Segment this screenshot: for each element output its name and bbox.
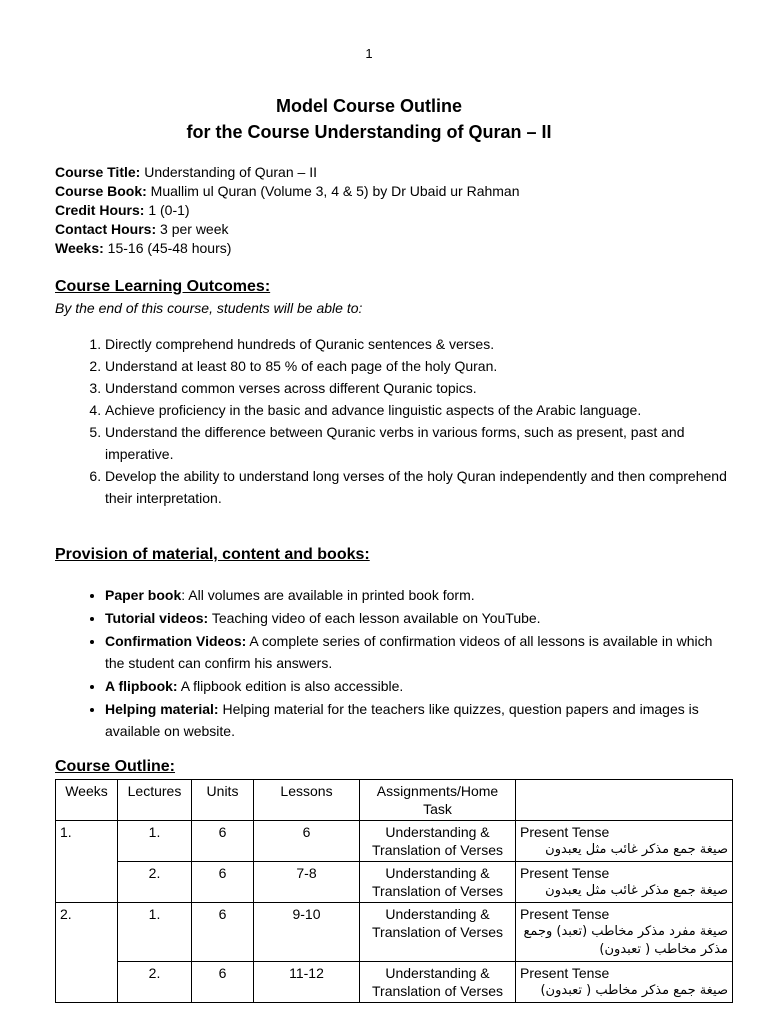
- outcomes-intro: By the end of this course, students will be able to:: [55, 300, 363, 316]
- units-cell: 6: [192, 962, 254, 1003]
- topic-label: Present Tense: [520, 906, 610, 922]
- contact-hours-line: [55, 220, 520, 239]
- topic-cell: [516, 862, 733, 903]
- table-row: [56, 962, 733, 1003]
- course-title-value: Understanding of Quran – II: [140, 164, 317, 180]
- material-item: [105, 607, 735, 629]
- contact-hours-label: Contact Hours:: [55, 221, 157, 237]
- material-item: [105, 584, 735, 606]
- weeks-line: [55, 239, 520, 258]
- task-cell: Understanding & Translation of Verses: [360, 903, 516, 962]
- credit-hours-value: 1 (0-1): [144, 202, 190, 218]
- topic-cell: [516, 962, 733, 1003]
- col-header-assignments: Assignments/Home Task: [360, 780, 516, 821]
- material-label: A flipbook:: [105, 678, 178, 694]
- outcomes-list: [55, 333, 735, 509]
- document-subtitle: for the Course Understanding of Quran – II: [186, 122, 552, 142]
- task-cell: Understanding & Translation of Verses: [360, 962, 516, 1003]
- units-cell: 6: [192, 903, 254, 962]
- course-title-line: [55, 163, 520, 182]
- topic-label: Present Tense: [520, 824, 610, 840]
- material-text: : All volumes are available in printed book form.: [181, 587, 475, 603]
- table-row: [56, 903, 733, 962]
- material-item: [105, 698, 735, 742]
- units-cell: 6: [192, 821, 254, 862]
- course-book-label: Course Book:: [55, 183, 147, 199]
- topic-cell: [516, 903, 733, 962]
- week-cell: 2.: [56, 903, 118, 1003]
- lessons-cell: 9-10: [254, 903, 360, 962]
- weeks-label: Weeks:: [55, 240, 104, 256]
- topic-cell: [516, 821, 733, 862]
- table-row: [56, 821, 733, 862]
- materials-list: [55, 584, 735, 743]
- document-title: Model Course Outline: [275, 96, 462, 116]
- material-text: Teaching video of each lesson available on YouTube.: [208, 610, 541, 626]
- course-book-line: [55, 182, 520, 201]
- lecture-cell: 2.: [118, 962, 192, 1003]
- material-label: Confirmation Videos:: [105, 633, 247, 649]
- outcome-item: 3. Understand common verses across different Quranic topics.: [105, 377, 735, 399]
- course-title-label: Course Title:: [55, 164, 141, 180]
- material-label: Helping material:: [105, 701, 219, 717]
- lecture-cell: 2.: [118, 862, 192, 903]
- lessons-cell: 6: [254, 821, 360, 862]
- col-header-lessons: Lessons: [254, 780, 360, 821]
- topic-arabic: صیغة مفرد مذکر مخاطب (تعبد) وجمع مذکر مخاطب ( تعبدون): [523, 924, 728, 957]
- week-cell: 1.: [56, 821, 118, 903]
- material-item: [105, 675, 735, 697]
- table-header-row: [56, 780, 733, 821]
- task-cell: Understanding & Translation of Verses: [360, 821, 516, 862]
- outcome-item: 4. Achieve proficiency in the basic and advance linguistic aspects of the Arabic language.: [105, 399, 735, 421]
- outcome-item: 5. Understand the difference between Quranic verbs in various forms, such as present, past and imperative.: [105, 421, 735, 465]
- table-row: [56, 862, 733, 903]
- material-item: [105, 630, 735, 674]
- lecture-cell: 1.: [118, 821, 192, 862]
- col-header-topic: [516, 780, 733, 821]
- material-label: Tutorial videos:: [105, 610, 209, 626]
- outcome-item: 2. Understand at least 80 to 85 % of each page of the holy Quran.: [105, 355, 735, 377]
- col-header-units: Units: [192, 780, 254, 821]
- page-number: 1: [365, 46, 373, 61]
- contact-hours-value: 3 per week: [156, 221, 229, 237]
- outline-heading: Course Outline:: [55, 758, 176, 775]
- topic-arabic: صیغة جمع مذکر مخاطب ( تعبدون): [540, 983, 728, 998]
- units-cell: 6: [192, 862, 254, 903]
- col-header-lectures: Lectures: [118, 780, 192, 821]
- weeks-value: 15-16 (45-48 hours): [103, 240, 232, 256]
- course-outline-table: [55, 779, 733, 1003]
- outcome-item: 1. Directly comprehend hundreds of Quranic sentences & verses.: [105, 333, 735, 355]
- materials-heading: Provision of material, content and books:: [55, 546, 370, 563]
- topic-arabic: صیغة جمع مذکر غائب مثل یعبدون: [545, 842, 728, 857]
- task-cell: Understanding & Translation of Verses: [360, 862, 516, 903]
- course-info: [55, 163, 520, 258]
- topic-arabic: صیغة جمع مذکر غائب مثل یعبدون: [545, 883, 728, 898]
- outcomes-heading: Course Learning Outcomes:: [55, 278, 271, 295]
- topic-label: Present Tense: [520, 865, 610, 881]
- col-header-weeks: Weeks: [56, 780, 118, 821]
- lessons-cell: 11-12: [254, 962, 360, 1003]
- lecture-cell: 1.: [118, 903, 192, 962]
- material-text: Helping material for the teachers like quizzes, question papers and images is available on website.: [105, 701, 699, 739]
- material-label: Paper book: [105, 587, 182, 603]
- outcome-item: 6. Develop the ability to understand long verses of the holy Quran independently and then comprehend their interpretation.: [105, 465, 735, 509]
- topic-label: Present Tense: [520, 965, 610, 981]
- credit-hours-line: [55, 201, 520, 220]
- course-book-value: Muallim ul Quran (Volume 3, 4 & 5) by Dr Ubaid ur Rahman: [146, 183, 520, 199]
- material-text: A flipbook edition is also accessible.: [177, 678, 404, 694]
- credit-hours-label: Credit Hours:: [55, 202, 145, 218]
- material-text: A complete series of confirmation videos of all lessons is available in which the student can confirm his answers.: [105, 633, 713, 671]
- lessons-cell: 7-8: [254, 862, 360, 903]
